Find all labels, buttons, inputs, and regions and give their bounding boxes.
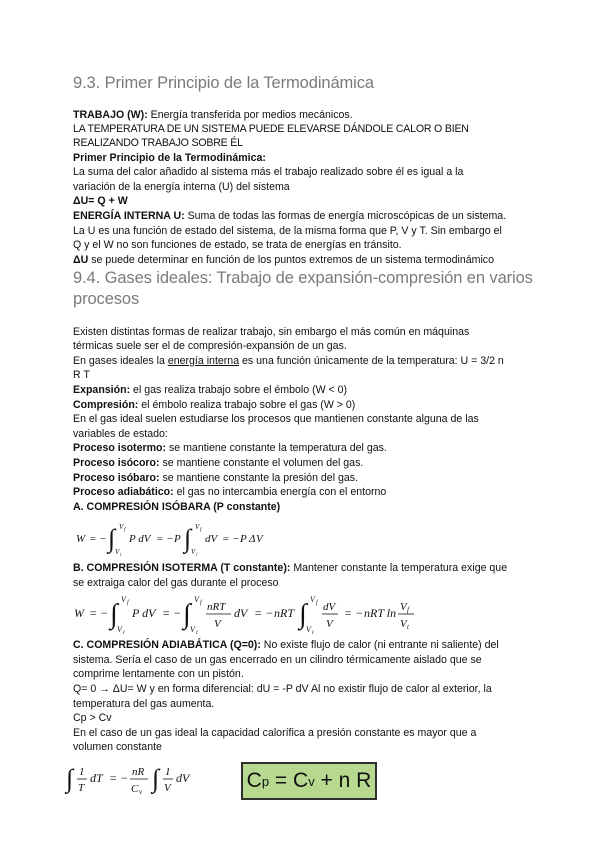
adiabatic-compression-line7: En el caso de un gas ideal la capacidad calorífica a presión constante es mayor que a: [73, 727, 477, 739]
svg-text:nRT: nRT: [207, 601, 226, 613]
svg-text:= −: = −: [89, 533, 107, 545]
isothermal-compression-heading: B. COMPRESIÓN ISOTERMA (T constante): Mantener constante la temperatura exige que: [73, 562, 508, 574]
first-principle-formula: ΔU= Q + W: [73, 195, 128, 207]
adiabatic-compression-line8: volumen constante: [73, 741, 162, 753]
internal-energy-line4: ΔU se puede determinar en función de los puntos extremos de un sistema termodinámico: [73, 254, 494, 266]
svg-text:dT: dT: [90, 771, 103, 785]
svg-text:V: V: [117, 625, 122, 634]
svg-text:= −: = −: [156, 533, 174, 545]
section-93-title: 9.3. Primer Principio de la Termodinámica: [73, 74, 374, 92]
intro-line1: Existen distintas formas de realizar trabajo, sin embargo el más común en máquinas: [73, 326, 470, 338]
first-principle-line2: variación de la energía interna (U) del sistema: [73, 181, 290, 193]
svg-text:V: V: [164, 782, 171, 794]
expansion-definition: Expansión: el gas realiza trabajo sobre el émbolo (W < 0): [73, 384, 348, 396]
svg-text:i: i: [120, 553, 122, 558]
study-line1: En el gas ideal suelen estudiarse los procesos que mantienen constante alguna de las: [73, 413, 479, 425]
adiabatic-compression-line4: Q= 0 → ΔU= W y en forma diferencial: dU = -P dV Al no existir flujo de calor al exterior, la: [73, 683, 492, 695]
svg-text:i: i: [196, 630, 198, 636]
svg-text:f: f: [316, 600, 318, 606]
adiabatic-process: Proceso adiabático: el gas no intercambia energía con el entorno: [73, 486, 387, 498]
temperature-statement-line1: LA TEMPERATURA DE UN SISTEMA PUEDE ELEVARSE DÁNDOLE CALOR O BIEN: [73, 123, 469, 135]
svg-text:V: V: [119, 523, 124, 531]
svg-text:1: 1: [165, 766, 171, 778]
study-line2: variables de estado:: [73, 428, 168, 440]
svg-text:V: V: [400, 618, 407, 630]
svg-text:V: V: [326, 618, 333, 630]
svg-text:dV: dV: [323, 601, 336, 613]
svg-text:dV: dV: [176, 771, 190, 785]
svg-text:V: V: [121, 595, 126, 604]
svg-text:∫: ∫: [110, 599, 118, 630]
svg-text:∫: ∫: [183, 599, 191, 630]
svg-text:dV: dV: [205, 533, 218, 545]
section-94-title-line1: 9.4. Gases ideales: Trabajo de expansión-compresión en varios: [73, 269, 533, 287]
internal-energy-line3: Q y el W no son funciones de estado, se trata de energías en tránsito.: [73, 239, 402, 251]
svg-text:C: C: [131, 783, 139, 795]
first-principle-heading: Primer Principio de la Termodinámica:: [73, 152, 266, 164]
svg-text:nRT: nRT: [274, 606, 295, 620]
svg-text:i: i: [123, 630, 125, 636]
svg-text:∫: ∫: [66, 764, 74, 793]
svg-text:= −: = −: [344, 606, 364, 620]
svg-text:∫: ∫: [152, 764, 160, 793]
ideal-gas-energy: En gases ideales la energía interna es una función únicamente de la temperatura: U = 3/2 n: [73, 355, 504, 367]
svg-text:P: P: [240, 533, 247, 545]
svg-text:W: W: [74, 606, 84, 620]
svg-text:T: T: [78, 782, 85, 794]
svg-text:t: t: [407, 623, 409, 631]
isothermal-process: Proceso isotermo: se mantiene constante la temperatura del gas.: [73, 442, 387, 454]
section-94-title-line2: procesos: [73, 290, 140, 308]
adiabatic-compression-heading: C. COMPRESIÓN ADIABÁTICA (Q=0): No existe flujo de calor (ni entrante ni saliente) del: [73, 639, 499, 651]
adiabatic-compression-line2: sistema. Sería el caso de un gas encerrado en un cilindro térmicamente aislado que se: [73, 654, 482, 666]
svg-text:P dV: P dV: [129, 533, 151, 545]
isochoric-process: Proceso isócoro: se mantiene constante el volumen del gas.: [73, 457, 364, 469]
svg-text:v: v: [139, 788, 143, 796]
svg-text:1: 1: [79, 766, 85, 778]
svg-text:V: V: [190, 625, 195, 634]
svg-text:V: V: [310, 595, 315, 604]
svg-text:dV: dV: [234, 606, 248, 620]
svg-text:= −: = −: [254, 606, 274, 620]
adiabatic-integral-equation: [66, 760, 216, 805]
svg-text:W: W: [76, 533, 86, 545]
svg-text:V: V: [214, 618, 221, 630]
adiabatic-compression-line3: comprime lentamente con un pistón.: [73, 668, 244, 680]
svg-text:= −: = −: [89, 606, 109, 620]
svg-text:f: f: [200, 600, 202, 606]
temperature-statement-line2: REALIZANDO TRABAJO SOBRE ÉL: [73, 137, 243, 149]
svg-text:Δ: Δ: [249, 533, 256, 545]
svg-text:∫: ∫: [299, 599, 307, 630]
svg-text:f: f: [127, 600, 129, 606]
svg-text:nRT ln: nRT ln: [364, 606, 397, 620]
svg-text:V: V: [194, 595, 199, 604]
trabajo-definition: TRABAJO (W): Energía transferida por medios mecánicos.: [73, 109, 353, 121]
svg-text:V: V: [115, 548, 120, 556]
internal-energy-line2: La U es una función de estado del sistema, de la misma forma que P, V y T. Sin embargo el: [73, 225, 502, 237]
svg-text:V: V: [195, 523, 200, 531]
svg-text:f: f: [200, 528, 202, 533]
svg-text:∫: ∫: [184, 524, 192, 553]
svg-text:P: P: [174, 533, 181, 545]
compression-definition: Compresión: el émbolo realiza trabajo sobre el gas (W > 0): [73, 399, 356, 411]
heat-capacity-comparison: Cp > Cv: [73, 712, 112, 724]
svg-text:∫: ∫: [108, 524, 116, 553]
ideal-gas-energy-line2: R T: [73, 369, 90, 381]
svg-text:= −: = −: [109, 771, 129, 785]
adiabatic-compression-line5: temperatura del gas aumenta.: [73, 698, 215, 710]
internal-energy-link[interactable]: energía interna: [167, 355, 240, 367]
svg-text:f: f: [124, 528, 126, 533]
svg-text:P dV: P dV: [132, 606, 156, 620]
svg-text:= −: = −: [162, 606, 182, 620]
svg-text:= −: = −: [222, 533, 240, 545]
internal-energy-definition: ENERGÍA INTERNA U: Suma de todas las formas de energía microscópicas de un sistema.: [73, 210, 507, 222]
svg-text:V: V: [400, 601, 407, 613]
svg-text:V: V: [256, 533, 263, 545]
svg-text:i: i: [196, 553, 198, 558]
isobaric-process: Proceso isóbaro: se mantiene constante la presión del gas.: [73, 472, 359, 484]
first-principle-line1: La suma del calor añadido al sistema más el trabajo realizado sobre él es igual a la: [73, 166, 464, 178]
isothermal-work-equation: [74, 592, 434, 643]
isothermal-compression-line2: se extraiga calor del gas durante el proceso: [73, 577, 279, 589]
svg-text:f: f: [407, 606, 409, 614]
heat-capacity-relation-box: C p = C v + n R: [241, 762, 377, 800]
isobaric-compression-heading: A. COMPRESIÓN ISÓBARA (P constante): [73, 501, 281, 513]
svg-text:V: V: [306, 625, 311, 634]
isobaric-work-equation: [76, 518, 316, 563]
svg-text:i: i: [312, 630, 314, 636]
svg-text:nR: nR: [132, 766, 145, 778]
intro-line2: térmicas suele ser el de compresión-expansión de un gas.: [73, 340, 347, 352]
svg-text:V: V: [191, 548, 196, 556]
